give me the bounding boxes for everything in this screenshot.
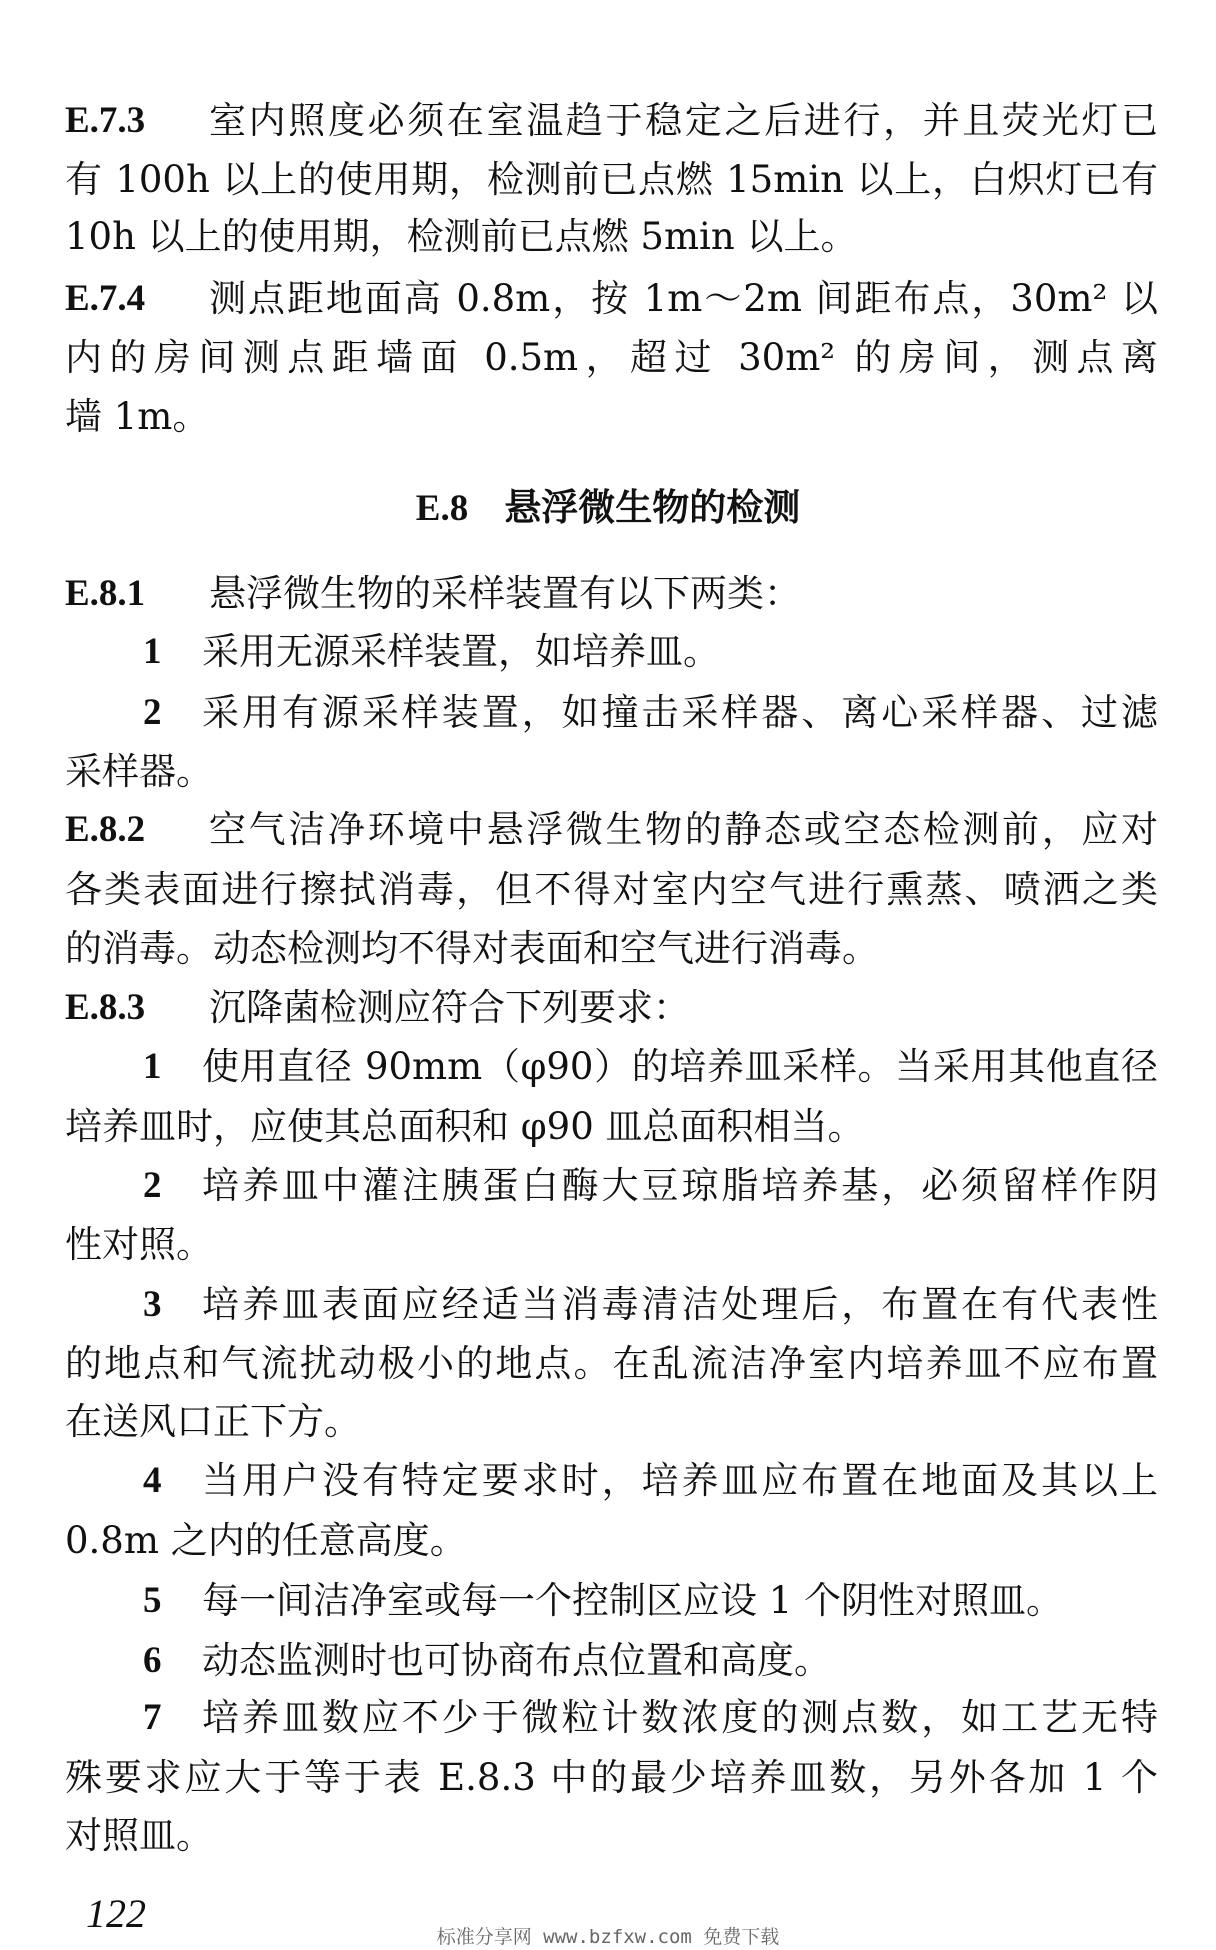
text-line xyxy=(143,1638,1158,1684)
item-number: 6 xyxy=(143,1640,162,1681)
line-text: 性对照。 xyxy=(65,1223,213,1266)
line-text: 在送风口正下方。 xyxy=(65,1400,361,1443)
text-line xyxy=(143,1282,1158,1328)
clause-number: E.8.2 xyxy=(65,809,146,850)
line-text: 0.8m 之内的任意高度。 xyxy=(65,1519,467,1562)
section-title: 悬浮微生物的检测 xyxy=(504,485,801,529)
line-text: 每一间洁净室或每一个控制区应设 1 个阴性对照皿。 xyxy=(202,1579,1064,1622)
clause-number: E.8.3 xyxy=(65,987,146,1028)
line-text: 培养皿中灌注胰蛋白酶大豆琼脂培养基，必须留样作阴 xyxy=(202,1164,1158,1207)
text-line xyxy=(65,276,1158,322)
line-text: 的地点和气流扰动极小的地点。在乱流洁净室内培养皿不应布置 xyxy=(65,1342,1158,1385)
line-text: 培养皿时，应使其总面积和 φ90 皿总面积相当。 xyxy=(65,1105,865,1148)
line-text: 培养皿数应不少于微粒计数浓度的测点数，如工艺无特 xyxy=(202,1696,1158,1739)
text-line xyxy=(65,1104,1158,1150)
line-text: 10h 以上的使用期，检测前已点燃 5min 以上。 xyxy=(65,215,858,258)
section-heading xyxy=(0,484,1216,532)
line-text: 有 100h 以上的使用期，检测前已点燃 15min 以上，白炽灯已有 xyxy=(65,158,1158,201)
line-text: 当用户没有特定要求时，培养皿应布置在地面及其以上 xyxy=(202,1459,1158,1502)
item-number: 1 xyxy=(143,631,162,672)
line-text: 沉降菌检测应符合下列要求： xyxy=(209,986,690,1029)
text-line xyxy=(65,157,1158,203)
text-line xyxy=(143,1163,1158,1209)
line-text: 采样器。 xyxy=(65,750,213,793)
line-text: 对照皿。 xyxy=(65,1814,213,1857)
item-number: 3 xyxy=(143,1284,162,1325)
clause-number: E.8.1 xyxy=(65,573,146,614)
text-line xyxy=(143,1695,1158,1741)
text-line xyxy=(65,926,1158,972)
text-line xyxy=(65,335,1158,381)
line-text: 各类表面进行擦拭消毒，但不得对室内空气进行熏蒸、喷洒之类 xyxy=(65,868,1158,911)
line-text: 悬浮微生物的采样装置有以下两类： xyxy=(209,572,801,615)
line-text: 采用无源采样装置，如培养皿。 xyxy=(202,630,720,673)
item-number: 2 xyxy=(143,1165,162,1206)
text-line xyxy=(65,1399,1158,1445)
text-line xyxy=(143,1044,1158,1090)
text-line xyxy=(65,1222,1158,1268)
line-text: 采用有源采样装置，如撞击采样器、离心采样器、过滤 xyxy=(202,691,1158,734)
line-text: 测点距地面高 0.8m，按 1m～2m 间距布点，30m² 以 xyxy=(209,277,1158,320)
text-line xyxy=(65,749,1158,795)
text-line xyxy=(65,985,1158,1031)
line-text: 动态监测时也可协商布点位置和高度。 xyxy=(202,1639,831,1682)
watermark: 标准分享网 www.bzfxw.com 免费下载 xyxy=(436,1926,780,1948)
text-line xyxy=(65,1755,1158,1801)
section-number: E.8 xyxy=(415,488,469,529)
page-number: 122 xyxy=(86,1891,146,1936)
text-line xyxy=(143,1578,1158,1624)
text-line xyxy=(65,867,1158,913)
text-line xyxy=(143,1458,1158,1504)
item-number: 5 xyxy=(143,1580,162,1621)
line-text: 殊要求应大于等于表 E.8.3 中的最少培养皿数，另外各加 1 个 xyxy=(65,1756,1158,1799)
text-line xyxy=(65,98,1158,144)
line-text: 墙 1m。 xyxy=(65,395,210,438)
text-line xyxy=(65,1341,1158,1387)
line-text: 使用直径 90mm（φ90）的培养皿采样。当采用其他直径 xyxy=(202,1045,1158,1088)
text-line xyxy=(65,807,1158,853)
text-line xyxy=(65,571,1158,617)
line-text: 的消毒。动态检测均不得对表面和空气进行消毒。 xyxy=(65,927,879,970)
text-line xyxy=(143,690,1158,736)
line-text: 培养皿表面应经适当消毒清洁处理后，布置在有代表性 xyxy=(202,1283,1158,1326)
clause-number: E.7.3 xyxy=(65,100,146,141)
text-line xyxy=(65,1813,1158,1859)
line-text: 室内照度必须在室温趋于稳定之后进行，并且荧光灯已 xyxy=(209,99,1158,142)
item-number: 1 xyxy=(143,1046,162,1087)
item-number: 2 xyxy=(143,692,162,733)
text-line xyxy=(65,394,1158,440)
line-text: 内的房间测点距墙面 0.5m，超过 30m² 的房间，测点离 xyxy=(65,336,1158,379)
item-number: 7 xyxy=(143,1697,162,1738)
text-line xyxy=(143,629,1158,675)
line-text: 空气洁净环境中悬浮微生物的静态或空态检测前，应对 xyxy=(209,808,1158,851)
text-line xyxy=(65,214,1158,260)
item-number: 4 xyxy=(143,1460,162,1501)
clause-number: E.7.4 xyxy=(65,278,146,319)
text-line xyxy=(65,1518,1158,1564)
